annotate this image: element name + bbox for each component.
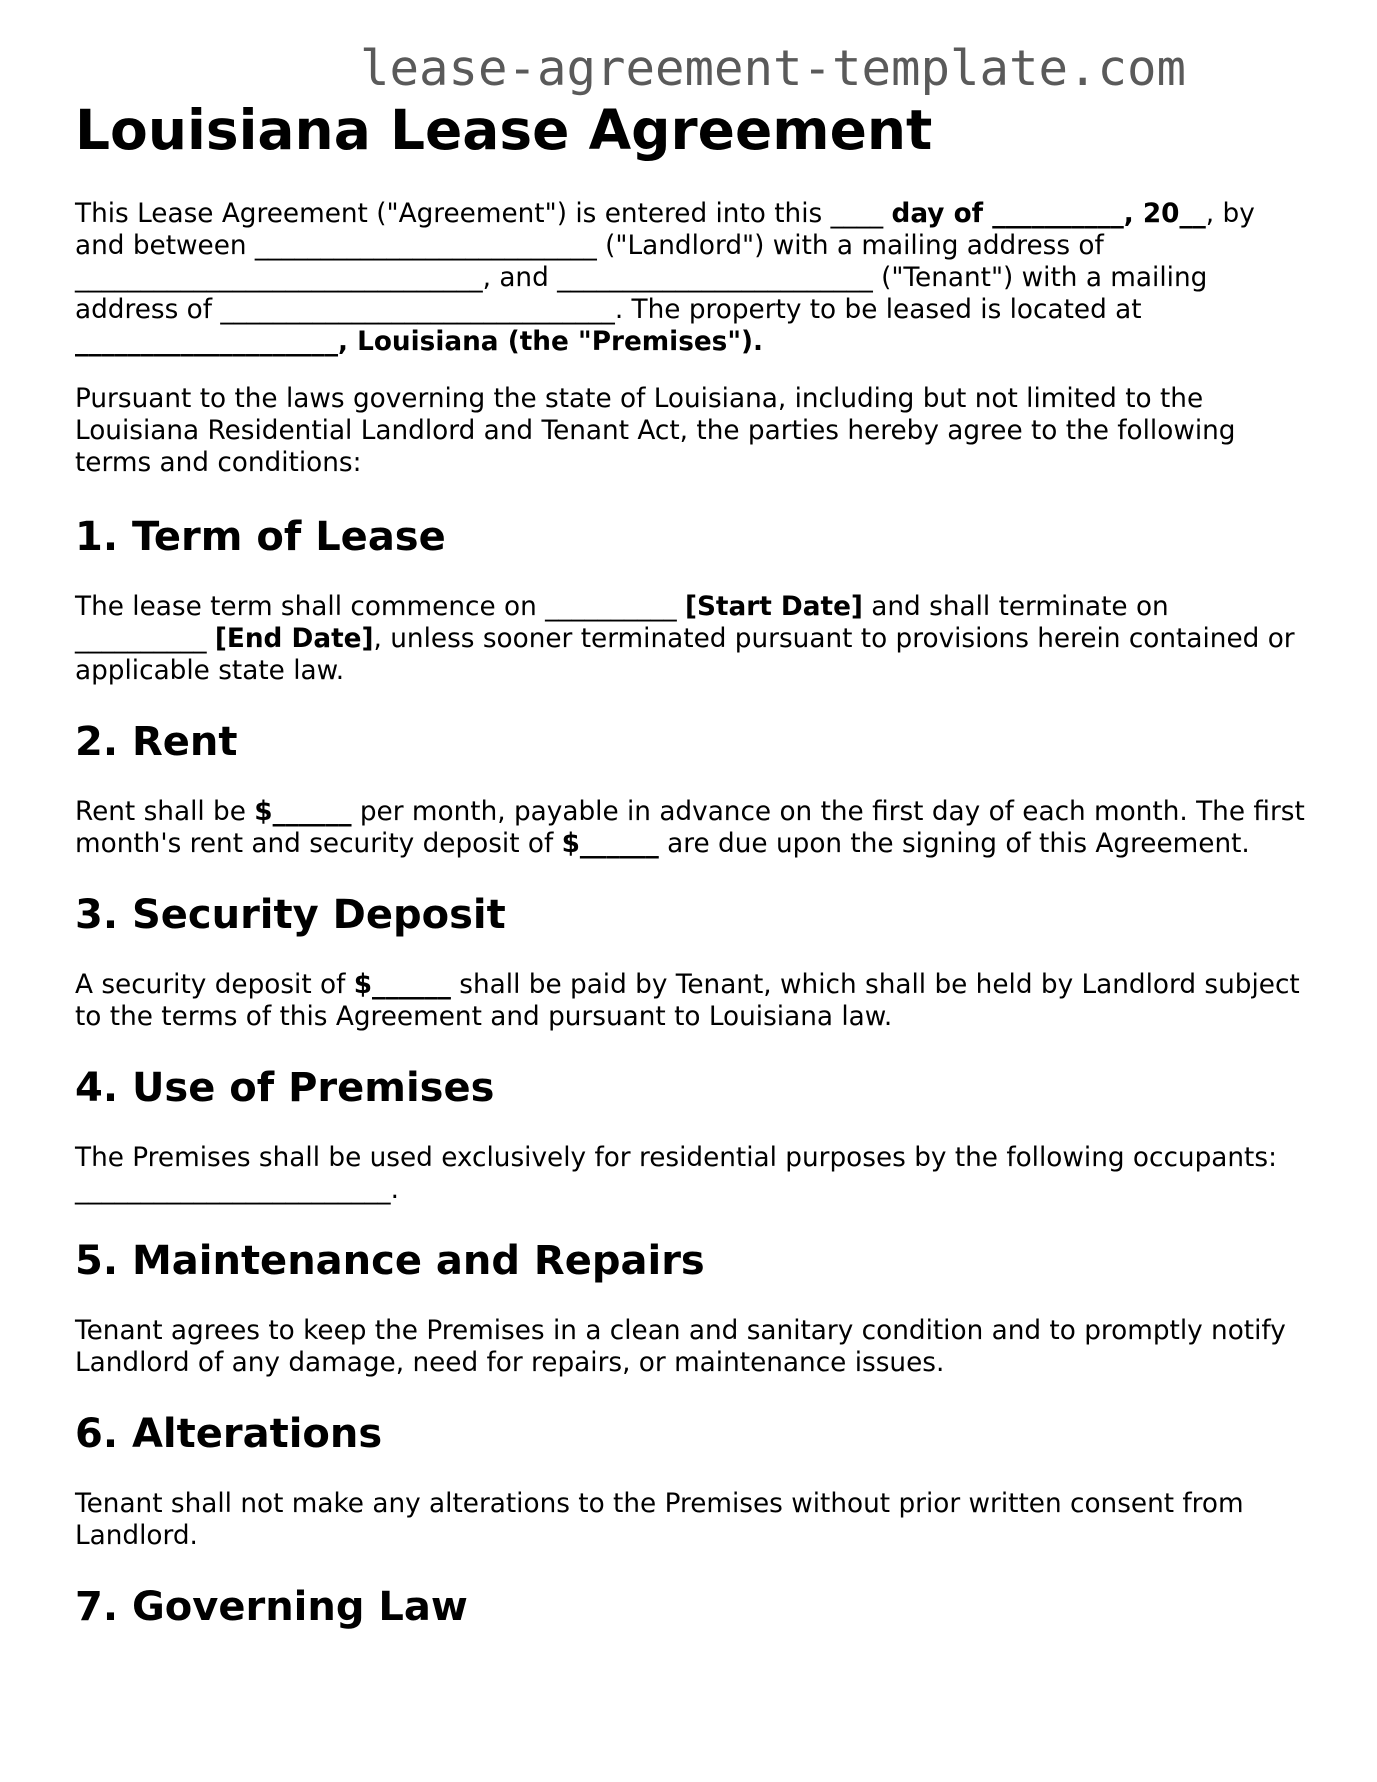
start-date-label: [Start Date] <box>684 592 863 622</box>
section-text: The lease term shall commence on __________ <box>75 592 685 622</box>
section-heading: 3. Security Deposit <box>75 892 506 938</box>
pursuant-paragraph: Pursuant to the laws governing the state of Louisiana, including but not limited to the Louisiana Residential Landlord and Tenant Act, the parties hereby agree to the following terms and conditions: <box>75 384 1236 478</box>
section-alterations <box>75 1410 1305 1552</box>
document-body <box>75 98 1305 1631</box>
site-watermark: lease-agreement-template.com <box>360 40 1187 97</box>
intro-text-2: , by and between __________________________ ("Landlord") with a mailing address of _______________________________, and ________________________ ("Tenant") with a mailing address of ______________________________. The property to be leased is located at <box>75 199 1255 325</box>
rent-amount-blank: $______ <box>254 797 352 827</box>
intro-paragraph <box>75 198 1305 358</box>
intro-premises-location: ____________________, Louisiana (the "Premises"). <box>75 327 764 357</box>
section-maintenance-and-repairs <box>75 1237 1305 1379</box>
section-heading: 7. Governing Law <box>75 1584 468 1630</box>
section-body <box>75 591 1305 687</box>
section-text: shall be paid by Tenant, which shall be held by Landlord subject to the terms of this Agreement and pursuant to Louisiana law. <box>75 970 1300 1032</box>
section-body <box>75 969 1305 1033</box>
section-text: Rent shall be <box>75 797 255 827</box>
section-security-deposit <box>75 891 1305 1033</box>
document-title: Louisiana Lease Agreement <box>75 98 933 162</box>
section-body <box>75 796 1305 860</box>
section-heading: 6. Alterations <box>75 1411 383 1457</box>
section-body: Tenant agrees to keep the Premises in a clean and sanitary condition and to promptly notify Landlord of any damage, need for repairs, or maintenance issues. <box>75 1316 1286 1378</box>
section-term-of-lease <box>75 513 1305 687</box>
section-heading: 5. Maintenance and Repairs <box>75 1238 705 1284</box>
section-body: Tenant shall not make any alterations to the Premises without prior written consent from Landlord. <box>75 1489 1244 1551</box>
section-heading: 2. Rent <box>75 719 238 765</box>
section-heading: 4. Use of Premises <box>75 1065 495 1111</box>
section-governing-law <box>75 1583 1305 1631</box>
section-text: are due upon the signing of this Agreement. <box>658 829 1250 859</box>
section-text: A security deposit of <box>75 970 354 1000</box>
section-text: per month, payable in advance on the first day of each month. The first month's rent and security deposit of <box>75 797 1305 859</box>
intro-text-1: This Lease Agreement ("Agreement") is entered into this ____ <box>75 199 892 229</box>
section-use-of-premises <box>75 1064 1305 1206</box>
section-body: The Premises shall be used exclusively for residential purposes by the following occupants: ________________________. <box>75 1143 1277 1205</box>
security-deposit-blank: $______ <box>353 970 451 1000</box>
section-text: , unless sooner terminated pursuant to provisions herein contained or applicable state law. <box>75 624 1295 686</box>
section-rent <box>75 718 1305 860</box>
intro-date-blank: day of __________, 20__ <box>891 199 1206 229</box>
section-text: and shall terminate on __________ <box>75 592 1169 654</box>
deposit-amount-blank: $______ <box>561 829 659 859</box>
end-date-label: [End Date] <box>214 624 374 654</box>
section-heading: 1. Term of Lease <box>75 514 446 560</box>
